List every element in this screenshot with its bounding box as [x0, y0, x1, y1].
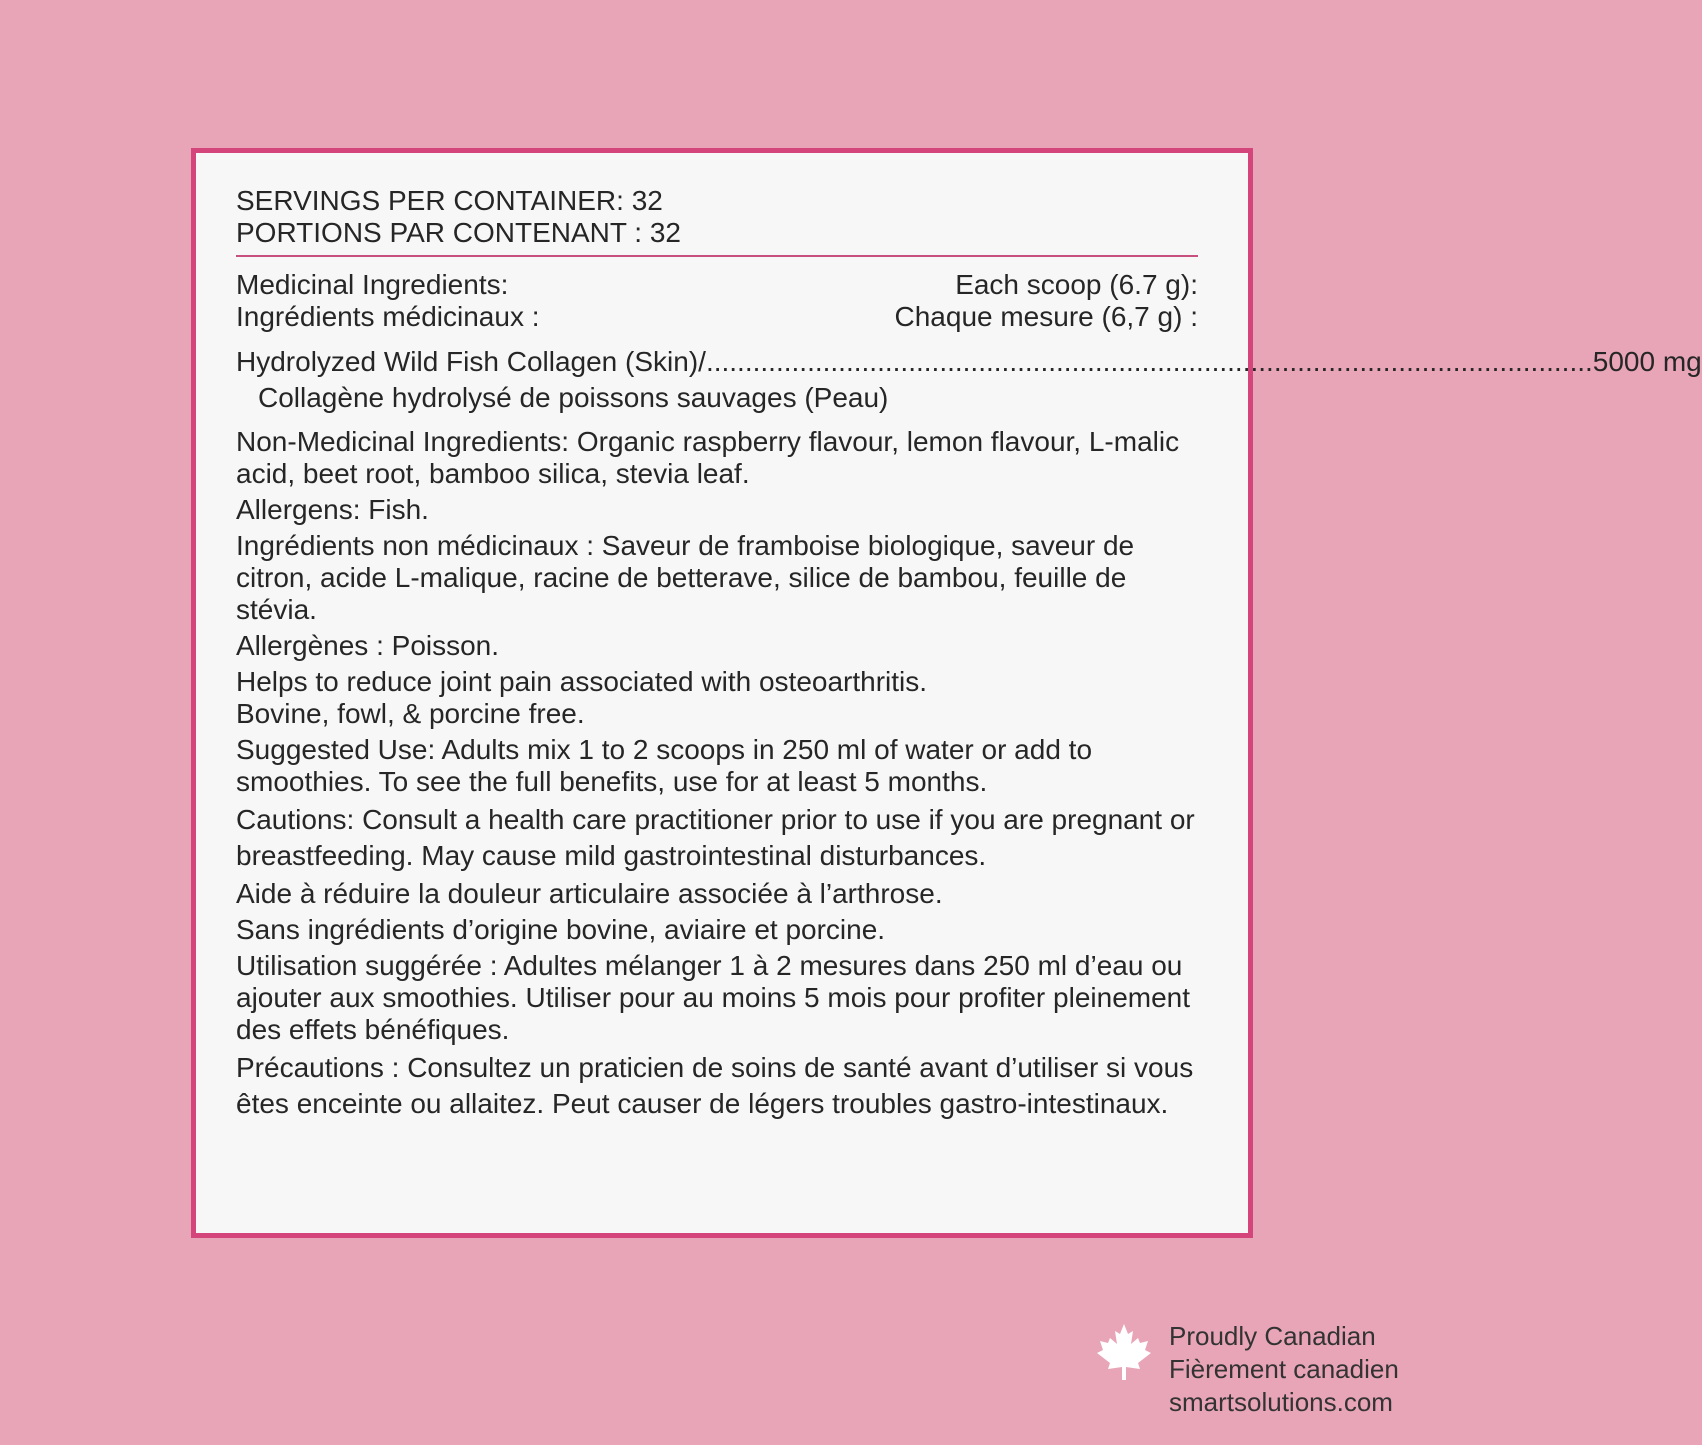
medicinal-header: [236, 269, 1198, 333]
label-paragraph: Précautions : Consultez un praticien de soins de santé avant d’utiliser si vous êtes enceinte ou allaitez. Peut causer de légers troubles gastro-intestinaux.: [236, 1052, 1194, 1119]
label-paragraph: Ingrédients non médicinaux : Saveur de framboise biologique, saveur de citron, acide L-malique, racine de betterave, silice de bambou, feuille de stévia.: [236, 530, 1135, 625]
medicinal-heading-fr: Ingrédients médicinaux :: [236, 301, 540, 332]
ingredient-name-en: Hydrolyzed Wild Fish Collagen (Skin)/: [236, 346, 706, 377]
scoop-heading-fr: Chaque mesure (6,7 g) :: [894, 301, 1198, 332]
label-paragraph: Allergènes : Poisson.: [236, 630, 500, 661]
label-paragraph: Bovine, fowl, & porcine free.: [236, 698, 585, 729]
label-paragraph: Allergens: Fish.: [236, 494, 429, 525]
medicinal-heading: [236, 269, 540, 333]
ingredient-amount: 5000 mg: [1592, 346, 1702, 377]
footer-website: smartsolutions.com: [1169, 1387, 1393, 1417]
label-paragraph: Non-Medicinal Ingredients: Organic raspberry flavour, lemon flavour, L-malic acid, beet root, bamboo silica, stevia leaf.: [236, 426, 1180, 489]
servings-block: [236, 185, 1198, 249]
label-paragraph: Helps to reduce joint pain associated with osteoarthritis.: [236, 666, 928, 697]
label-paragraph: Suggested Use: Adults mix 1 to 2 scoops in 250 ml of water or add to smoothies. To see the full benefits, use for at least 5 months.: [236, 734, 1093, 797]
label-paragraph: Utilisation suggérée : Adultes mélanger 1 à 2 mesures dans 250 ml d’eau ou ajouter aux smoothies. Utiliser pour au moins 5 mois pour profiter pleinement des effets bénéfiques.: [236, 950, 1191, 1045]
footer-line-en: Proudly Canadian: [1169, 1321, 1376, 1351]
label-content: [236, 185, 1702, 1122]
label-paragraph: Cautions: Consult a health care practitioner prior to use if you are pregnant or breastfeeding. May cause mild gastrointestinal disturbances.: [236, 804, 1195, 871]
medicinal-heading-en: Medicinal Ingredients:: [236, 269, 509, 300]
footer-text: [1169, 1320, 1399, 1419]
dot-leader: ..................................................................................................................: [705, 346, 1593, 377]
scoop-heading: [895, 269, 1199, 333]
servings-fr: PORTIONS PAR CONTENANT : 32: [236, 217, 681, 248]
label-paragraph: Sans ingrédients d’origine bovine, aviaire et porcine.: [236, 914, 886, 945]
nutrition-label-panel: [191, 148, 1702, 1238]
maple-leaf-icon: [1094, 1322, 1154, 1382]
divider-rule: [236, 255, 1198, 257]
footer-brand: [1094, 1320, 1434, 1420]
servings-en: SERVINGS PER CONTAINER: 32: [236, 185, 663, 216]
ingredient-row: [236, 346, 1702, 378]
scoop-heading-en: Each scoop (6.7 g):: [955, 269, 1198, 300]
ingredient-name-fr: Collagène hydrolysé de poissons sauvages (Peau): [258, 382, 889, 413]
footer-line-fr: Fièrement canadien: [1169, 1354, 1399, 1384]
label-paragraph: Aide à réduire la douleur articulaire associée à l’arthrose.: [236, 878, 943, 909]
